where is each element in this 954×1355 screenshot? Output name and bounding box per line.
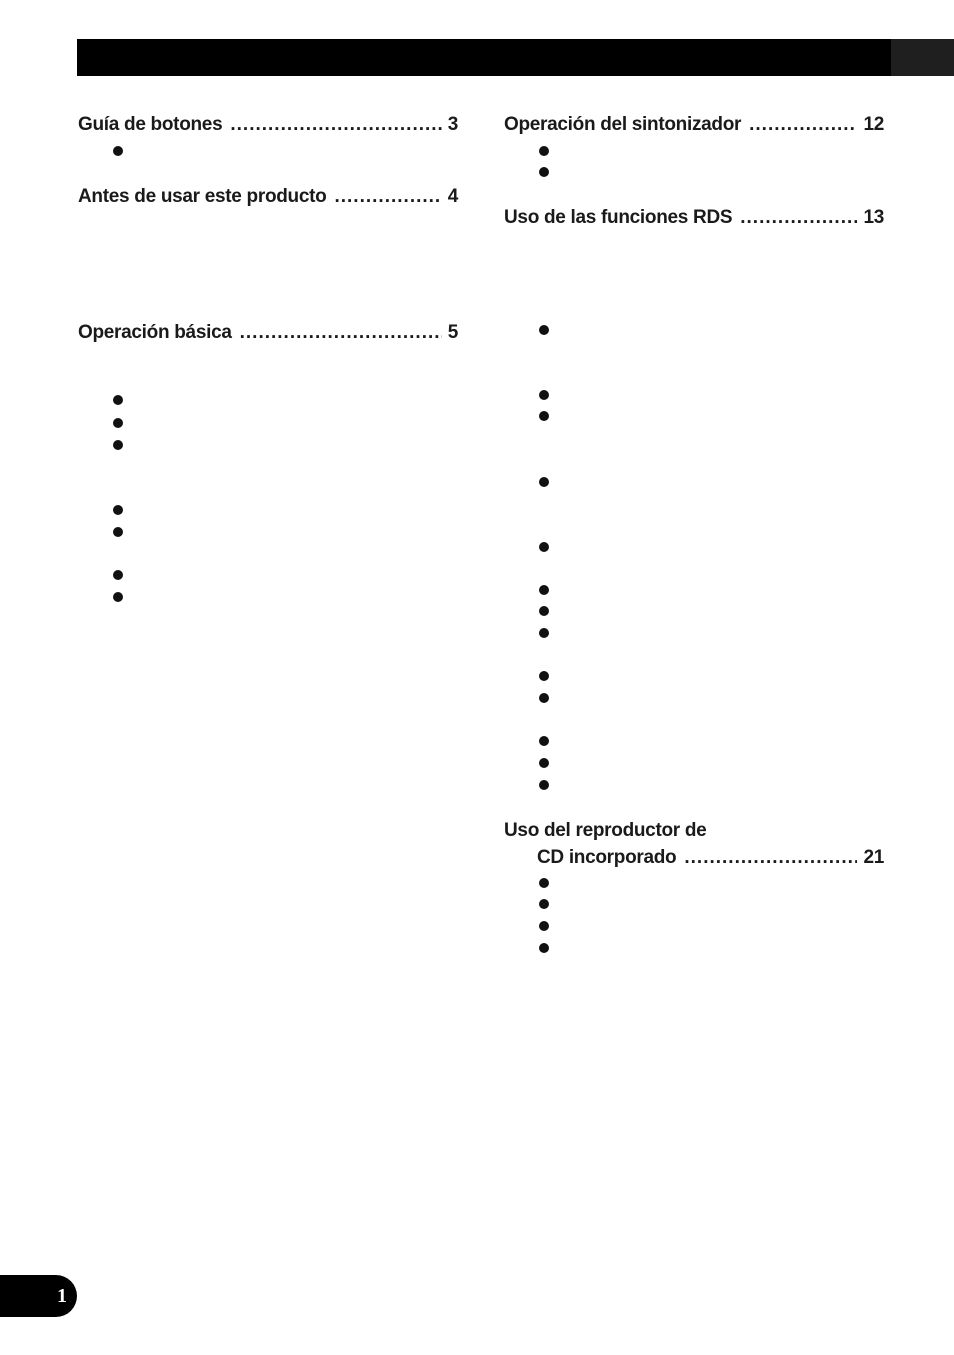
dot-leader xyxy=(334,186,441,208)
bullet-icon xyxy=(539,899,549,909)
toc-entry-funciones-rds[interactable] xyxy=(504,207,884,229)
bullet-icon xyxy=(539,921,549,931)
toc-entry-sintonizador[interactable] xyxy=(504,114,884,136)
bullet-icon xyxy=(539,542,549,552)
toc-entry-antes-de-usar[interactable] xyxy=(78,186,458,208)
toc-entry-guia-de-botones[interactable] xyxy=(78,114,458,136)
bullet-icon xyxy=(539,585,549,595)
page-number: 1 xyxy=(0,1275,77,1317)
toc-entry-title-line1[interactable]: Uso del reproductor de xyxy=(504,820,707,841)
bullet-icon xyxy=(539,606,549,616)
toc-entry-page: 5 xyxy=(447,322,458,343)
bullet-icon xyxy=(539,325,549,335)
toc-entry-page: 4 xyxy=(447,186,458,207)
toc-entry-operacion-basica[interactable] xyxy=(78,322,458,344)
header-bar xyxy=(77,39,891,76)
bullet-icon xyxy=(113,440,123,450)
bullet-icon xyxy=(113,505,123,515)
toc-entry-title: CD incorporado xyxy=(537,847,677,868)
bullet-icon xyxy=(539,477,549,487)
bullet-icon xyxy=(539,167,549,177)
bullet-icon xyxy=(539,628,549,638)
bullet-icon xyxy=(539,736,549,746)
bullet-icon xyxy=(539,146,549,156)
toc-entry-title: Operación básica xyxy=(78,322,232,343)
bullet-icon xyxy=(539,390,549,400)
toc-entry-title: Operación del sintonizador xyxy=(504,114,742,135)
bullet-icon xyxy=(539,693,549,703)
bullet-icon xyxy=(113,146,123,156)
toc-entry-page: 12 xyxy=(863,114,884,135)
toc-entry-reproductor-cd[interactable] xyxy=(537,847,884,869)
dot-leader xyxy=(684,847,857,869)
bullet-icon xyxy=(113,527,123,537)
toc-entry-page: 13 xyxy=(863,207,884,228)
bullet-icon xyxy=(539,671,549,681)
toc-entry-page: 3 xyxy=(447,114,458,135)
bullet-icon xyxy=(539,780,549,790)
bullet-icon xyxy=(539,411,549,421)
bullet-icon xyxy=(539,878,549,888)
bullet-icon xyxy=(539,758,549,768)
header-tab xyxy=(891,39,954,76)
toc-entry-page: 21 xyxy=(863,847,884,868)
bullet-icon xyxy=(539,943,549,953)
dot-leader xyxy=(740,207,857,229)
bullet-icon xyxy=(113,592,123,602)
toc-entry-title: Guía de botones xyxy=(78,114,223,135)
bullet-icon xyxy=(113,570,123,580)
bullet-icon xyxy=(113,395,123,405)
dot-leader xyxy=(240,322,442,344)
bullet-icon xyxy=(113,418,123,428)
toc-entry-title: Uso de las funciones RDS xyxy=(504,207,733,228)
dot-leader xyxy=(749,114,857,136)
dot-leader xyxy=(230,114,441,136)
toc-entry-title: Antes de usar este producto xyxy=(78,186,327,207)
